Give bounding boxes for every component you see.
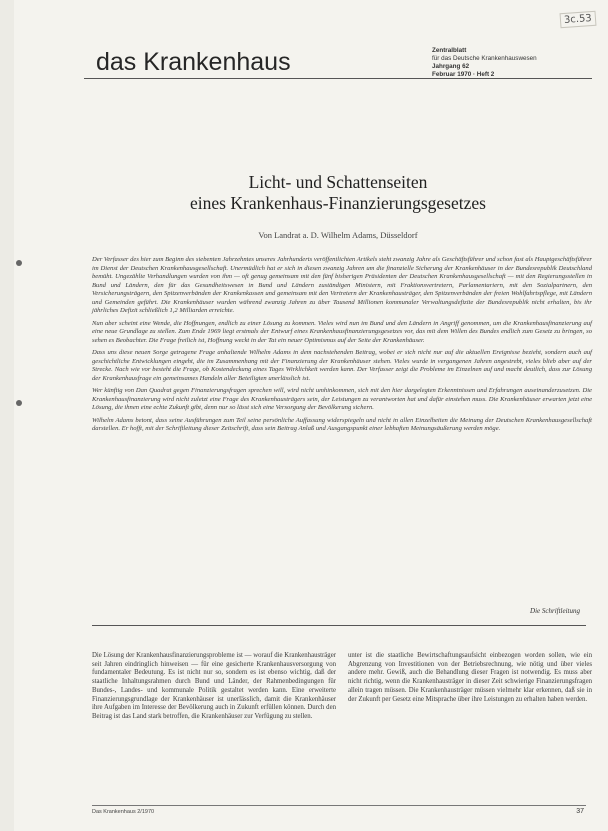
editorial-signature: Die Schriftleitung xyxy=(530,607,580,615)
body-paragraph: unter ist die staatliche Bewirtschaftungsaufsicht einbezogen worden sollen, wie ein Abgrenzung von Investitionen von der Betriebsrechnung, wie nötig und über vieles andere mehr. Gewiß, auch die Behandlung dieser Fragen ist notwendig. Es muss aber nicht richtig, wenn die Krankenhausträger in dieser Zeit schwierige Finanzierungsfragen allein tragen müssen. Die Krankenhausträger müssen vielmehr klar erkennen, daß sie in der Zukunft per Gesetz eine Mitsprache über ihre Leistungen zu erhalten haben werden. xyxy=(348,652,592,703)
body-paragraph: Die Lösung der Krankenhausfinanzierungsprobleme ist — worauf die Krankenhausträger seit Jahren eindringlich hinweisen — für eine gesicherte Krankenhausversorgung von fundamentaler Bedeutung. Es ist nicht nur so, sondern es ist ebenso wichtig, daß der staatliche Inhaltungsrahmen durch Bund und Länder, der Rahmenbedingungen für Bundes-, Landes- und kommunale Politik gestaltet werden kann. Eine erweiterte Finanzierungsgrundlage der Krankenhäuser ist unerlässlich, damit die Krankenhäuser ihre Aufgaben im Interesse der Bevölkerung auch in Zukunft erfüllen können. Durch den Beitrag ist das Land stark betroffen, die Krankenhäuser zur Verfügung zu stellen. xyxy=(92,652,336,720)
masthead-info-line: Februar 1970 · Heft 2 xyxy=(432,71,495,78)
article-byline: Von Landrat a. D. Wilhelm Adams, Düsseldorf xyxy=(258,230,418,240)
margin-punch-mark xyxy=(16,260,22,266)
article-title-line: Licht- und Schattenseiten xyxy=(248,172,428,192)
intro-paragraph: Dass uns diese neuen Sorge getragene Frage anhaltende Wilhelm Adams in dem nachstehenden Beitrag, wobei er sich nicht nur auf die aktuellen Ereignisse bezieht, sondern auch auf geschichtliche Entwicklungen eingeht, die im Zusammenhang mit der Finanzierung der Krankenhäuser stehen. Vieles wurde in vergangenen Jahren angestrebt, vieles blieb aber auf der Strecke. Nach wie vor besteht die Frage, ob Kostendeckung eines Tages Wirklichkeit werden kann. Der Verfasser zeigt die Probleme im Einzelnen auf und macht deutlich, dass zur Lösung der Krankenhausfrage ein gemeinsames Handeln aller Beteiligten unerlässlich ist. xyxy=(92,349,592,382)
intro-paragraph: Wilhelm Adams betont, dass seine Ausführungen zum Teil seine persönliche Auffassung widerspiegeln und nicht in allen Einzelheiten die Meinung der Deutschen Krankenhausgesellschaft darstellen. Er hofft, mit der Schriftleitung dieser Zeitschrift, dass sein Beitrag Anlaß und Ausgangspunkt einer lebhaften Meinungsäußerung werden möge. xyxy=(92,416,592,432)
section-rule xyxy=(92,625,586,626)
article-title xyxy=(84,172,592,214)
page-number: 37 xyxy=(576,808,584,815)
footer-rule xyxy=(92,805,586,806)
handwritten-note: 3c.53 xyxy=(560,11,597,28)
masthead-info xyxy=(432,47,537,79)
document-page xyxy=(14,0,608,831)
footer-source: Das Krankenhaus 2/1970 xyxy=(92,809,155,815)
article-title-line: eines Krankenhaus-Finanzierungsgesetzes xyxy=(190,193,486,213)
masthead-info-line: Jahrgang 62 xyxy=(432,63,470,70)
intro-paragraph: Nun aber scheint eine Wende, die Hoffnungen, endlich zu einer Lösung zu kommen. Vieles wird nun im Bund und den Ländern in Angriff genommen, um die Krankenhausfinanzierung auf eine neue Grundlage zu stellen. Zum Ende 1969 liegt erstmals der Entwurf eines Krankenhausfinanzierungsgesetzes vor, das mit dem Willen des Bundes endlich zum Gesetz zu bringen, so sehen es Beobachter. Die Frage freilich ist, Hoffnung weckt in der Tat ein neuer Optimismus auf der Seite der Krankenhäuser. xyxy=(92,319,592,344)
body-column-right xyxy=(348,652,592,704)
masthead-info-line: Zentralblatt xyxy=(432,47,467,54)
masthead-info-line: für das Deutsche Krankenhauswesen xyxy=(432,55,537,62)
margin-punch-mark xyxy=(16,400,22,406)
intro-paragraph: Wer künftig von Dan Quadrat gegen Finanzierungsfragen sprechen will, wird nicht umhinkommen, sich mit den hier dargelegten Erkenntnissen und Erfahrungen auseinanderzusetzen. Die Krankenhausfinanzierung wird nicht zuletzt eine Frage des Krankenhausträgers sein, der Leistungen zu verantworten hat und dafür einstehen muss. Die Krankenhäuser erwarten jetzt eine Lösung, die ihnen eine echte Zukunft gibt, denn nur so lässt sich eine Versorgung der Bevölkerung sichern. xyxy=(92,387,592,411)
masthead-rule xyxy=(84,78,592,79)
editorial-intro xyxy=(92,256,592,438)
masthead-title: das Krankenhaus xyxy=(96,48,291,76)
intro-paragraph: Der Verfasser des hier zum Beginn des siebenten Jahrzehntes unseres Jahrhunderts veröffentlichten Artikels steht zwanzig Jahre als Geschäftsführer und schon fast als Hauptgeschäftsführer im Dienst der Deutschen Krankenhausgesellschaft. Unermüdlich hat er sich in diesen zwanzig Jahren um die finanzielle Sicherung der Krankenhäuser in der Bundesrepublik Deutschland bemüht. Ungezählte Verhandlungen wurden von ihm — oft genug gemeinsam mit den fünf bisherigen Präsidenten der Deutschen Krankenhausgesellschaft — mit den Regierungsstellen in Bund und Ländern, den für das Gesundheitswesen in Bund und Ländern zuständigen Ministern, mit Fraktionsvertretern, Parlamentariern, mit den Sozialpartnern, den Versicherungsträgern, den Spitzenverbänden der Krankenkassen und gemeinsam mit den Vertretern der Krankenhausträger, den Spitzenverbänden der freien Wohlfahrtspflege, mit Ländern und Gemeinden geführt. Die Krankenhäuser wurden während zwanzig Jahren zu über Tausend Millionen kommunaler Verwaltungsdefizite der Bundesrepublik nicht erhalten, bis ihr jährliches Defizit schließlich 1,2 Milliarden erreichte. xyxy=(92,256,592,314)
body-column-left xyxy=(92,652,336,722)
